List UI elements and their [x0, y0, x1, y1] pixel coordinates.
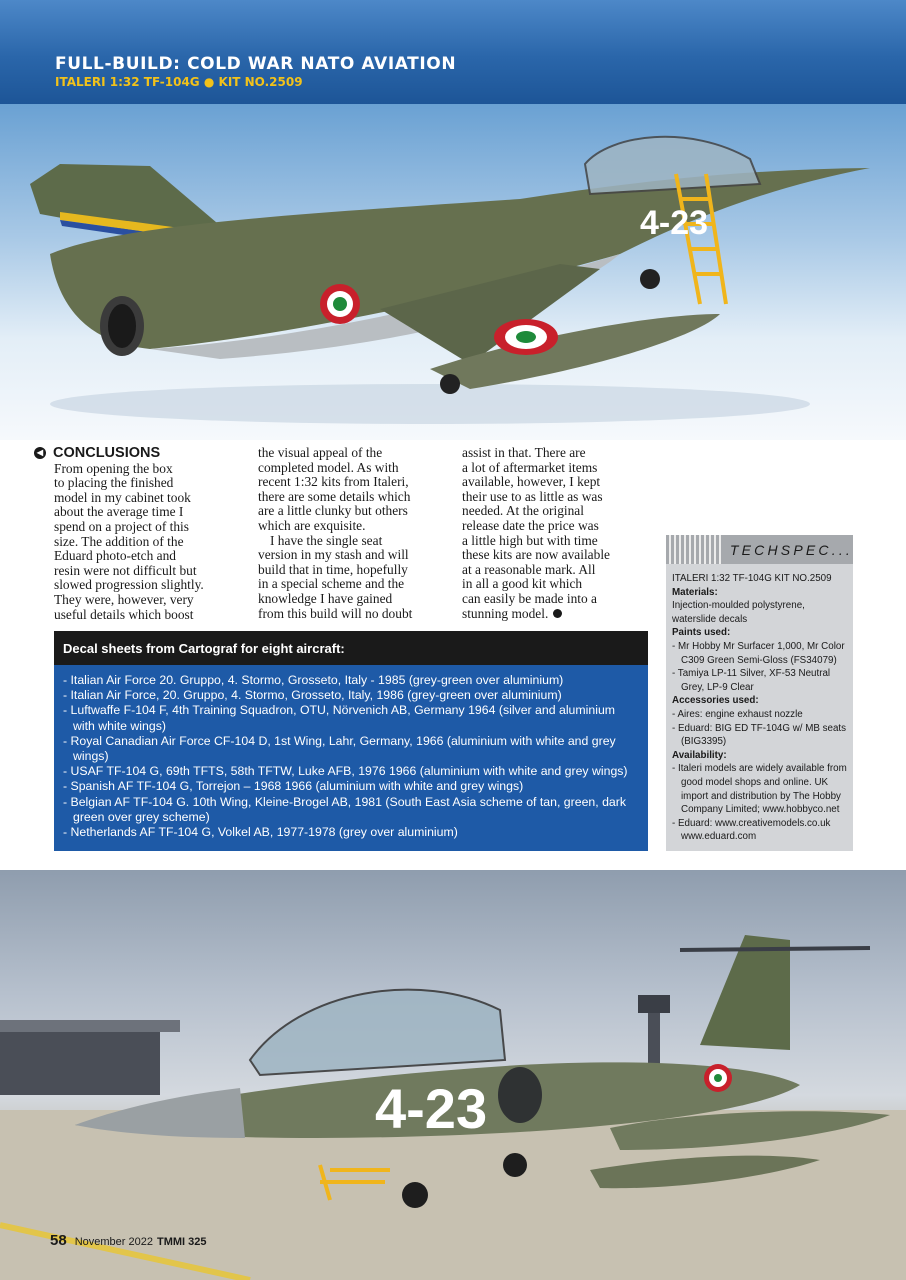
kit-line: ITALERI 1:32 TF-104G KIT NO.2509 — [672, 573, 832, 584]
text-line: useful details which boost — [54, 606, 194, 622]
text-line: these kits are now available — [462, 547, 610, 563]
kit-name: ITALERI 1:32 TF-104G — [55, 75, 200, 89]
exhaust-inner — [108, 304, 136, 348]
kit-number: KIT NO.2509 — [218, 75, 303, 89]
tailplane — [680, 948, 870, 950]
text-line: They were, however, very — [54, 591, 194, 607]
hangar — [0, 1030, 160, 1095]
text-line: which are exquisite. — [258, 517, 366, 533]
text-line: build that in time, hopefully — [258, 561, 408, 577]
list-item: - Netherlands AF TF-104 G, Volkel AB, 1977-1978 (grey over aluminium) — [63, 825, 458, 840]
text-line: completed model. As with — [258, 459, 399, 475]
article-column-1 — [36, 445, 240, 622]
paragraph — [54, 462, 240, 623]
bullet-icon: ● — [203, 75, 215, 89]
list-item: - Belgian AF TF-104 G. 10th Wing, Kleine-Brogel AB, 1981 (South East Asia scheme of tan, green, dark green over grey scheme) — [63, 794, 627, 824]
text-line: needed. At the original — [462, 503, 584, 519]
materials-value: Injection-moulded polystyrene, waterslide decals — [672, 600, 805, 625]
main-wheel — [440, 374, 460, 394]
bottom-aircraft-illustration — [0, 870, 906, 1280]
text-line — [462, 607, 650, 622]
text-line: version in my stash and will — [258, 547, 409, 563]
magazine-issue: TMMI 325 — [156, 1236, 207, 1248]
end-mark-icon — [553, 609, 562, 618]
text-line: I have the single seat — [270, 532, 383, 548]
list-item: - Aires: engine exhaust nozzle — [672, 708, 803, 720]
text-line: their use to as little as was — [462, 488, 603, 504]
conclusions-heading — [34, 446, 240, 461]
decal-heading: Decal sheets from Cartograf for eight aircraft: — [54, 631, 648, 665]
techspec-box — [666, 535, 853, 851]
list-item: - Eduard: www.creativemodels.co.uk www.eduard.com — [672, 817, 831, 843]
text-line: in a special scheme and the — [258, 576, 405, 592]
canopy — [250, 990, 505, 1075]
techspec-title: TECHSPEC... — [729, 541, 853, 558]
text-line: from this build will no doubt — [258, 605, 413, 621]
list-item: - Italian Air Force 20. Gruppo, 4. Stormo, Grosseto, Italy - 1985 (grey-green over aluminium) — [63, 673, 564, 687]
text-line: spend on a project of this — [54, 518, 189, 534]
text-line: recent 1:32 kits from Italeri, — [258, 474, 409, 490]
list-item: - Royal Canadian Air Force CF-104 D, 1st Wing, Lahr, Germany, 1966 (aluminium with white and grey wings) — [63, 733, 616, 764]
nose-wheel — [402, 1182, 428, 1208]
list-item: - Spanish AF TF-104 G, Torrejon – 1968 1966 (aluminium with white and grey wings) — [63, 779, 524, 794]
availability-label: Availability: — [672, 749, 727, 761]
stripes-decoration — [666, 535, 722, 564]
text-line: Eduard photo-etch and — [54, 548, 176, 564]
text-line: in all a good kit which — [462, 576, 583, 592]
tail-fin — [700, 935, 790, 1050]
top-aircraft-illustration — [0, 104, 906, 440]
section-title: FULL-BUILD: COLD WAR NATO AVIATION — [55, 54, 457, 74]
bottom-model-photo — [0, 870, 906, 1280]
text-line: resin were not difficult but — [54, 562, 197, 578]
text-line: are a little clunky but others — [258, 503, 408, 519]
text-line: there are some details which — [258, 488, 411, 504]
paragraph — [462, 446, 650, 621]
paints-label: Paints used: — [672, 627, 731, 639]
text-line: available, however, I kept — [462, 474, 601, 490]
top-model-photo — [0, 104, 906, 440]
air-intake — [498, 1067, 542, 1123]
list-item: - Mr Hobby Mr Surfacer 1,000, Mr Color C309 Green Semi-Gloss (FS34079) — [672, 640, 845, 666]
text-line: model in my cabinet took — [54, 489, 191, 505]
text-line: slowed progression slightly. — [54, 577, 204, 593]
page-header — [0, 0, 906, 104]
text-line: a lot of aftermarket items — [462, 459, 598, 475]
text-line: knowledge I have gained — [258, 590, 393, 606]
text-line: release date the price was — [462, 517, 599, 533]
decal-list — [54, 665, 648, 840]
heading-text: CONCLUSIONS — [53, 445, 161, 461]
aircraft-code: 4-23 — [375, 1077, 488, 1140]
list-item: - Italeri models are widely available from good model shops and online. UK import and distribution by The Hobby Company Limited; www.hobbyco.net — [672, 763, 847, 816]
page-number: 58 — [50, 1232, 67, 1249]
techspec-header — [666, 535, 853, 564]
text-line: the visual appeal of the — [258, 445, 383, 460]
list-item: - Luftwaffe F-104 F, 4th Training Squadron, OTU, Nörvenich AB, Germany 1964 (silver and aluminium with white wings) — [63, 703, 616, 733]
paragraph — [258, 534, 446, 622]
issue-date: November 2022 — [74, 1236, 153, 1248]
text-line: about the average time I — [54, 504, 184, 520]
article-column-3 — [462, 446, 650, 621]
techspec-body — [666, 564, 853, 844]
accessories-label: Accessories used: — [672, 695, 759, 707]
list-item: - Eduard: BIG ED TF-104G w/ MB seats (BIG3395) — [672, 722, 847, 748]
text-line: at a reasonable mark. All — [462, 561, 596, 577]
materials-label: Materials: — [672, 586, 718, 598]
text-line: From opening the box — [54, 460, 173, 476]
kit-subtitle — [55, 75, 303, 89]
text-line: can easily be made into a — [462, 590, 597, 606]
list-item: - Tamiya LP-11 Silver, XF-53 Neutral Grey, LP-9 Clear — [672, 668, 831, 693]
chevron-left-icon: ◀ — [34, 447, 46, 459]
paragraph — [258, 446, 446, 534]
text-line: size. The addition of the — [54, 533, 184, 549]
nose-wheel — [640, 269, 660, 289]
list-item: - USAF TF-104 G, 69th TFTS, 58th TFTW, Luke AFB, 1976 1966 (aluminium with white and grey wings) — [63, 764, 628, 779]
main-wheel — [503, 1153, 527, 1177]
text-line: assist in that. There are — [462, 445, 586, 460]
aircraft-code: 4-23 — [640, 204, 709, 242]
list-item: - Italian Air Force, 20. Gruppo, 4. Stormo, Grosseto, Italy, 1986 (grey-green over aluminium) — [63, 688, 562, 703]
canopy — [585, 137, 760, 194]
text-line: to placing the finished — [54, 475, 174, 491]
control-tower — [648, 1010, 660, 1070]
article-column-2 — [258, 446, 446, 621]
text-line: a little high but with time — [462, 532, 598, 548]
shadow — [50, 384, 810, 424]
decal-sheets-box — [54, 631, 648, 851]
page-footer — [50, 1232, 206, 1249]
text-line-end: stunning model. — [462, 605, 549, 621]
